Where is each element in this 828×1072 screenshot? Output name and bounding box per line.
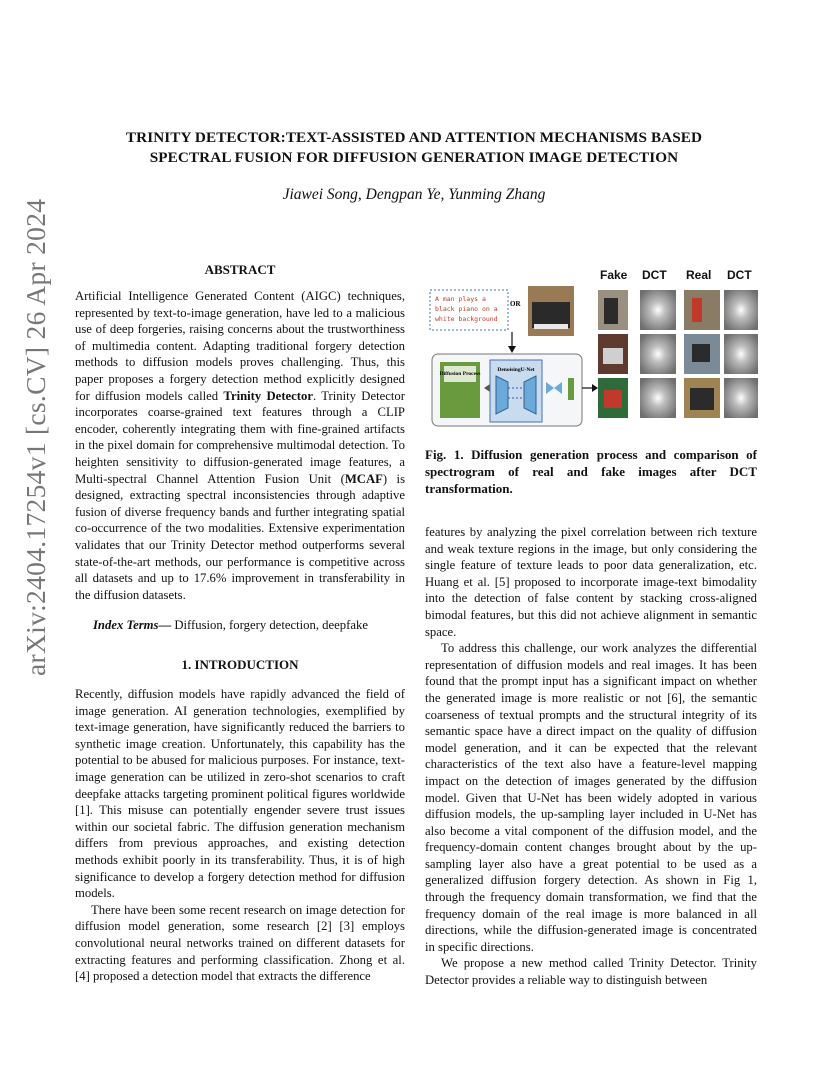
real-dct-1 (724, 290, 758, 330)
real-dct-2 (724, 334, 758, 374)
prompt-line-3: white background (435, 315, 498, 323)
abstract-heading: ABSTRACT (204, 262, 276, 277)
intro-paragraph-2: There have been some recent research on image detection for diffusion model generation, some research [2] [3] employs convolutional neural networks trained on different datasets for extracting features and performing classification. Zhong et al. [4] proposed a detection model that extracts the difference (75, 902, 405, 984)
index-terms (93, 617, 405, 634)
abstract-text-b: . Trinity Detector incorporates coarse-grained text features through a CLIP encoder, coherently integrating them with fine-grained artifacts in the pixel domain for comprehensive multimodal detection. To heighten sensitivity to diffusion-generated image features, a Multi-spectral Channel Attention Fusion Unit ( (75, 388, 405, 486)
abstract-bold-mcaf: MCAF (344, 471, 383, 486)
figure-1-graphic (428, 284, 758, 432)
right-paragraph-2: To address this challenge, our work analyzes the differential representation of diffusion models and real images. It has been found that the prompt input has a significant impact on whether the generated image is more realistic or not [6], the semantic coarseness of textual prompts and the structural integrity of its semantic space have a direct impact on the quality of diffusion model generation, and it can be expected that the relevant characteristics of the text also have a feature-level mapping impact on the detection of images generated by the diffusion model. Given that U-Net has been widely adopted in various diffusion models, the up-sampling layer included in U-Net has also become a vital component of the diffusion model, and the frequency-domain content changes brought about by the up-sampling layer also have a great potential to be used as a generalized diffusion forgery detection. As shown in Fig 1, through the frequency domain transformation, we find that the frequency domain of the real image is more balanced in all directions, while the diffusion-generated image is concentrated in specific directions. (425, 641, 757, 954)
abstract-bold-trinity: Trinity Detector (223, 388, 314, 403)
abstract-text-c: ) is designed, extracting spectral inconsistencies through adaptive fusion of diverse frequency bands and further integrating spatial co-occurrence of the two modalities. Extensive experimentation validates that our Trinity Detector method outperforms several state-of-the-art methods, our performance is competitive across all datasets and up to 17.6% improvement in transferability in the diffusion datasets. (75, 471, 405, 602)
caption-text: . Diffusion generation process and comparison of spectrogram of real and fake images after DCT transformation. (425, 447, 757, 496)
fake-dct-2 (640, 334, 676, 374)
fig-col-fake: Fake (600, 268, 628, 282)
author-list: Jiawei Song, Dengpan Ye, Yunming Zhang (282, 186, 546, 203)
abstract-body (75, 288, 405, 603)
title-line-2: SPECTRAL FUSION FOR DIFFUSION GENERATION IMAGE DETECTION (149, 149, 679, 166)
fig-col-dct-2: DCT (727, 268, 752, 282)
intro-heading: 1. INTRODUCTION (181, 657, 299, 672)
real-dct-3 (724, 378, 758, 418)
prompt-line-1: A man plays a (435, 295, 486, 303)
right-paragraph-1: features by analyzing the pixel correlation between rich texture and weak texture regions in the image, but only considering the single feature of texture leads to poor data generalization, etc. Huang et al. [5] proposed to incorporate image-text bimodality into the detection of false content by stacking cross-aligned bimodal features, but this did not achieve alignment in semantic space. (425, 525, 757, 639)
or-label: OR (510, 300, 521, 308)
fake-dct-3 (640, 378, 676, 418)
unet-label: DenoisingU-Net (497, 367, 535, 373)
paper-title (80, 128, 748, 168)
right-column-body (425, 524, 757, 989)
caption-prefix: Fig. 1 (425, 447, 461, 462)
intro-body (75, 686, 405, 985)
figure-1-caption (425, 446, 757, 497)
abstract-text-a: Artificial Intelligence Generated Content (AIGC) techniques, represented by text-to-image generation, have led to a malicious use of deep forgeries, raising concerns about the trustworthiness of multimedia content. Adapting traditional forgery detection methods to diffusion models proves challenging. Thus, this paper proposes a forgery detection method explicitly designed for diffusion models called (75, 289, 405, 403)
figure-1 (428, 262, 758, 432)
index-terms-label: Index Terms— (93, 618, 172, 632)
diffusion-process-label: Diffusion Process (439, 371, 481, 377)
arxiv-identifier: arXiv:2404.17254v1 [cs.CV] 26 Apr 2024 (20, 198, 51, 676)
title-line-1: TRINITY DETECTOR:TEXT-ASSISTED AND ATTENTION MECHANISMS BASED (125, 129, 703, 146)
prompt-line-2: black piano on a (435, 305, 498, 313)
fig-col-real: Real (686, 268, 712, 282)
fake-dct-1 (640, 290, 676, 330)
fig-col-dct-1: DCT (642, 268, 667, 282)
right-paragraph-3: We propose a new method called Trinity Detector. Trinity Detector provides a reliable way to distinguish between (425, 956, 757, 988)
intro-paragraph-1: Recently, diffusion models have rapidly advanced the field of image generation. AI generation technologies, exemplified by text-image generation, have significantly reduced the barriers to synthetic image creation. Unfortunately, this capability has the potential to be abused for malicious purposes. For instance, text-image generation can be utilized in zero-shot scenarios to craft deepfake attacks targeting prominent political figures worldwide [1]. This misuse can potentially engender severe trust issues within our societal fabric. The diffusion generation mechanism differs from previous approaches, and existing detection methods exhibit poorly in its transferability. Thus, it is of high significance to develop a forgery detection method for diffusion models. (75, 687, 405, 901)
index-terms-text: Diffusion, forgery detection, deepfake (171, 618, 368, 632)
